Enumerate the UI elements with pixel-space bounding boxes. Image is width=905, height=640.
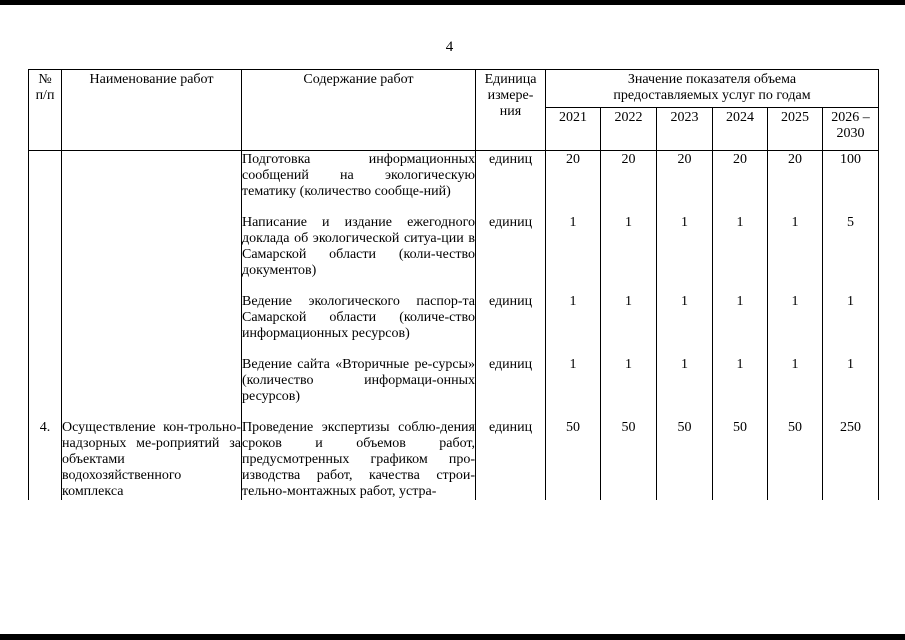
row-num xyxy=(29,356,62,405)
header-year-2022: 2022 xyxy=(601,108,657,151)
row-value: 1 xyxy=(601,214,657,279)
table-row xyxy=(29,293,879,342)
row-value: 250 xyxy=(823,419,879,500)
header-year-2023: 2023 xyxy=(657,108,713,151)
row-value: 1 xyxy=(601,356,657,405)
row-value: 5 xyxy=(823,214,879,279)
header-content: Содержание работ xyxy=(242,70,476,151)
row-num: 4. xyxy=(29,419,62,500)
row-num xyxy=(29,293,62,342)
header-name: Наименование работ xyxy=(62,70,242,151)
row-value: 1 xyxy=(657,293,713,342)
row-content: Подготовка информационных сообщений на экологическую тематику (количество сообще-ний) xyxy=(242,152,475,199)
row-value: 1 xyxy=(657,214,713,279)
row-name xyxy=(62,356,242,405)
row-name xyxy=(62,293,242,342)
row-value: 20 xyxy=(713,151,768,201)
services-table xyxy=(28,69,879,500)
row-content: Ведение сайта «Вторичные ре-сурсы» (количество информаци-онных ресурсов) xyxy=(242,357,475,404)
row-content: Ведение экологического паспор-та Самарской области (количе-ство информационных ресурсов) xyxy=(242,294,475,341)
row-value: 1 xyxy=(713,356,768,405)
row-name xyxy=(62,151,242,201)
row-value: 1 xyxy=(546,214,601,279)
row-value: 100 xyxy=(823,151,879,201)
row-unit: единиц xyxy=(476,356,546,405)
top-border xyxy=(0,0,905,5)
row-unit: единиц xyxy=(476,293,546,342)
header-year-2026-2030: 2026 – 2030 xyxy=(823,108,879,151)
page-number: 4 xyxy=(445,39,454,55)
header-year-2024: 2024 xyxy=(713,108,768,151)
row-value: 1 xyxy=(601,293,657,342)
row-value: 50 xyxy=(657,419,713,500)
bottom-border xyxy=(0,634,905,640)
header-num: № п/п xyxy=(29,70,62,151)
table-row xyxy=(29,356,879,405)
row-value: 1 xyxy=(657,356,713,405)
row-unit: единиц xyxy=(476,151,546,201)
header-unit: Единица измере-ния xyxy=(476,70,546,151)
row-value: 20 xyxy=(768,151,823,201)
row-value: 50 xyxy=(546,419,601,500)
row-value: 50 xyxy=(713,419,768,500)
row-value: 20 xyxy=(601,151,657,201)
row-content: Написание и издание ежегодного доклада об экологической ситуа-ции в Самарской области (коли-чество документов) xyxy=(242,215,475,278)
row-content: Проведение экспертизы соблю-дения сроков и объемов работ, предусмотренных графиком про-изводства работ, качества строи-тельно-монтажных работ, устра- xyxy=(242,420,475,499)
row-value: 1 xyxy=(713,293,768,342)
row-value: 20 xyxy=(657,151,713,201)
table-row xyxy=(29,419,879,500)
row-name: Осуществление кон-трольно-надзорных ме-роприятий за объектами водохозяйственного комплекса xyxy=(62,420,241,499)
row-value: 1 xyxy=(823,356,879,405)
row-value: 50 xyxy=(601,419,657,500)
row-value: 1 xyxy=(768,293,823,342)
row-value: 20 xyxy=(546,151,601,201)
row-value: 1 xyxy=(546,293,601,342)
table-row xyxy=(29,214,879,279)
row-value: 1 xyxy=(768,214,823,279)
row-value: 1 xyxy=(713,214,768,279)
row-unit: единиц xyxy=(476,214,546,279)
row-unit: единиц xyxy=(476,419,546,500)
row-name xyxy=(62,214,242,279)
row-num xyxy=(29,214,62,279)
row-value: 1 xyxy=(768,356,823,405)
table-row xyxy=(29,151,879,201)
header-year-2021: 2021 xyxy=(546,108,601,151)
row-value: 1 xyxy=(823,293,879,342)
row-value: 50 xyxy=(768,419,823,500)
row-num xyxy=(29,151,62,201)
header-value-group: Значение показателя объема предоставляемых услуг по годам xyxy=(546,70,879,108)
header-year-2025: 2025 xyxy=(768,108,823,151)
row-value: 1 xyxy=(546,356,601,405)
